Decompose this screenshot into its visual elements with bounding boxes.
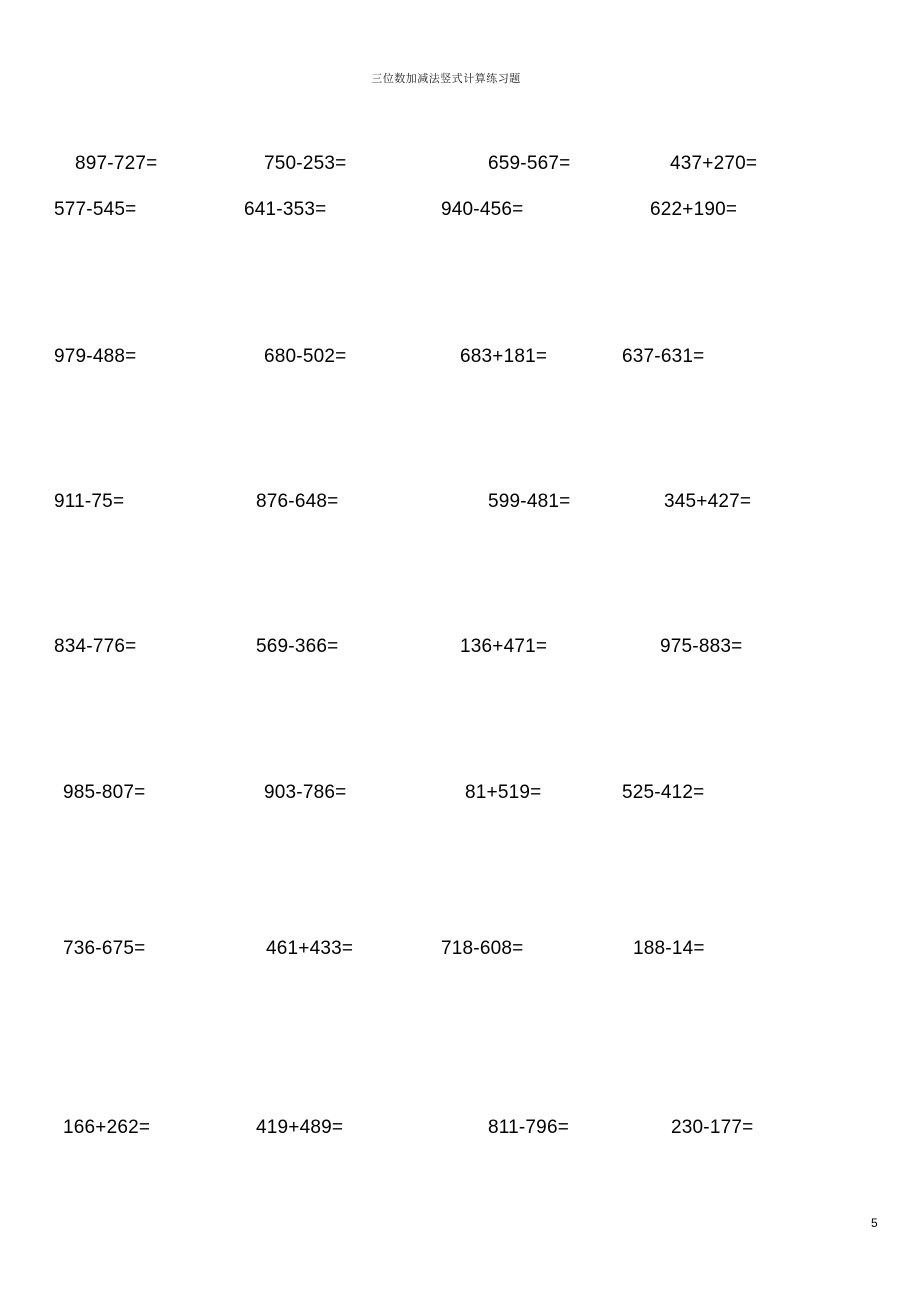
math-problem: 166+262= [63, 1117, 151, 1138]
math-problem: 985-807= [63, 782, 146, 803]
math-problem: 903-786= [264, 782, 347, 803]
math-problem: 979-488= [54, 346, 137, 367]
math-problem: 419+489= [256, 1117, 344, 1138]
math-problem: 188-14= [633, 938, 705, 959]
math-problem: 637-631= [622, 346, 705, 367]
math-problem: 437+270= [670, 153, 758, 174]
math-problem: 911-75= [54, 491, 125, 512]
math-problem: 525-412= [622, 782, 705, 803]
math-problem: 81+519= [465, 782, 542, 803]
math-problem: 577-545= [54, 199, 137, 220]
page-title: 三位数加减法竖式计算练习题 [371, 72, 521, 85]
math-problem: 811-796= [488, 1117, 570, 1138]
math-problem: 136+471= [460, 636, 548, 657]
math-problem: 622+190= [650, 199, 738, 220]
page-number: 5 [871, 1216, 878, 1230]
math-problem: 736-675= [63, 938, 146, 959]
math-problem: 940-456= [441, 199, 524, 220]
math-problem: 599-481= [488, 491, 571, 512]
math-problem: 461+433= [266, 938, 354, 959]
math-problem: 345+427= [664, 491, 752, 512]
math-problem: 680-502= [264, 346, 347, 367]
math-problem: 230-177= [671, 1117, 754, 1138]
math-problem: 975-883= [660, 636, 743, 657]
math-problem: 641-353= [244, 199, 327, 220]
math-problem: 750-253= [264, 153, 347, 174]
math-problem: 834-776= [54, 636, 137, 657]
math-problem: 659-567= [488, 153, 571, 174]
math-problem: 718-608= [441, 938, 524, 959]
math-problem: 683+181= [460, 346, 548, 367]
math-problem: 876-648= [256, 491, 339, 512]
math-problem: 569-366= [256, 636, 339, 657]
math-problem: 897-727= [75, 153, 158, 174]
